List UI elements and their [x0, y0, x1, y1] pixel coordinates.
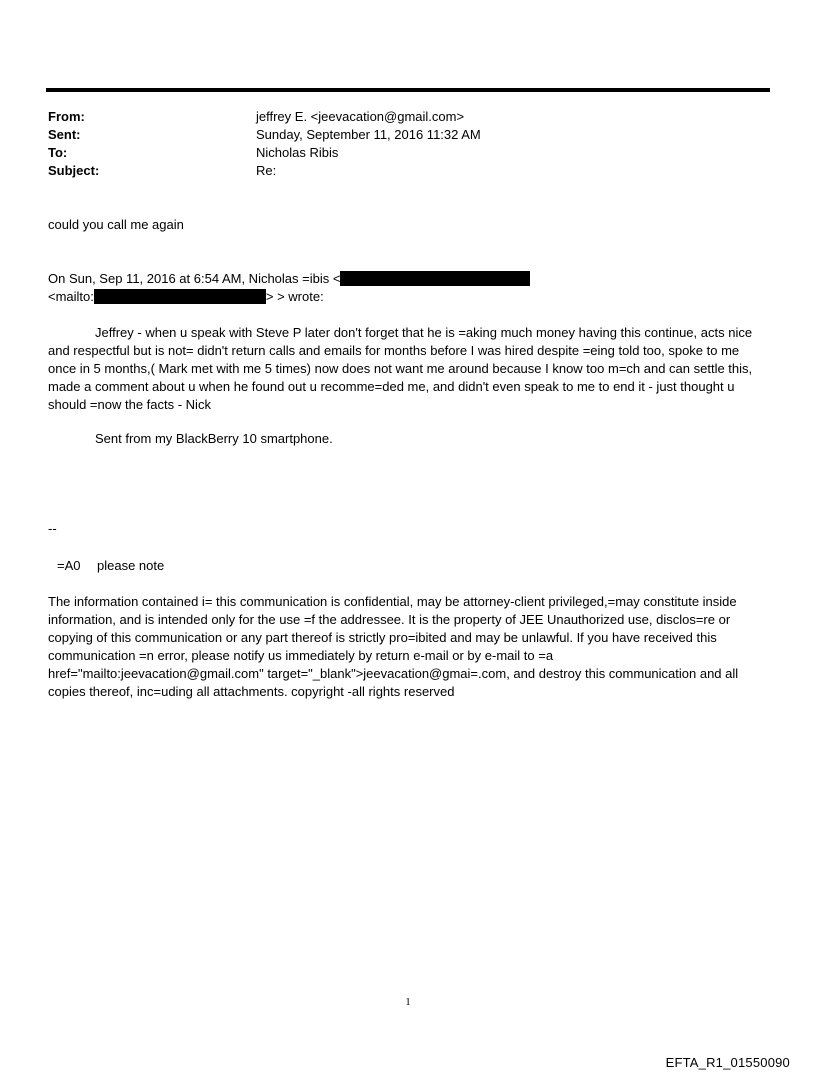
redaction-box — [340, 271, 530, 286]
from-value: jeffrey E. <jeevacation@gmail.com> — [256, 109, 465, 124]
sent-label: Sent: — [48, 127, 81, 142]
quote-attribution-line-1 — [48, 270, 764, 288]
note-code: =A0 — [57, 558, 81, 573]
signature-separator: -- — [48, 521, 57, 536]
redaction-box — [94, 289, 266, 304]
from-label: From: — [48, 109, 85, 124]
header-divider — [46, 88, 770, 92]
email-header — [48, 108, 748, 180]
quote-attribution-line-2 — [48, 288, 764, 306]
quoted-message: Jeffrey - when u speak with Steve P later don't forget that he is =aking much money having this continue, acts nice and respectful but is not= didn't return calls and emails for months before I was hired despite =eing told too, spoke to me once in 5 months,( Mark met with me 5 times) now does not want me around because I know too m=ch and can settle this, made a comment about u when he found out u recomme=ded me, and didn't even speak to me to end it - just thought u should =now the facts - Nick — [48, 325, 753, 412]
subject-label: Subject: — [48, 163, 100, 178]
note-line — [57, 557, 773, 575]
mailto-prefix: <mailto: — [48, 289, 94, 304]
sent-row — [48, 126, 748, 144]
subject-row — [48, 162, 748, 180]
to-value: Nicholas Ribis — [256, 145, 339, 160]
page-number: 1 — [405, 996, 411, 1008]
wrote-suffix: > > wrote: — [265, 289, 324, 304]
quote-attribution-text: On Sun, Sep 11, 2016 at 6:54 AM, Nicholas =ibis < — [48, 271, 341, 286]
to-label: To: — [48, 145, 68, 160]
mobile-signature: Sent from my BlackBerry 10 smartphone. — [95, 431, 333, 446]
bates-number: EFTA_R1_01550090 — [665, 1055, 790, 1070]
quote-attribution — [48, 270, 764, 306]
confidentiality-disclaimer: The information contained i= this communication is confidential, may be attorney-client privileged,=may constitute inside information, and is intended only for the use =f the addressee. It is the property of JEE Unauthorized use, disclos=re or copying of this communication or any part thereof is strictly pro=ibited and may be unlawful. If you have received this communication =n error, please notify us immediately by return e-mail or by e-mail to =a href="mailto:jeevacation@gmail.com" target="_blank">jeevacation@gmai=.com, and destroy this communication and all copies thereof, inc=uding all attachments. copyright -all rights reserved — [48, 594, 739, 699]
note-text: please note — [97, 558, 165, 573]
sent-value: Sunday, September 11, 2016 11:32 AM — [256, 127, 481, 142]
opening-line: could you call me again — [48, 217, 184, 232]
from-row — [48, 108, 748, 126]
subject-value: Re: — [256, 163, 277, 178]
to-row — [48, 144, 748, 162]
